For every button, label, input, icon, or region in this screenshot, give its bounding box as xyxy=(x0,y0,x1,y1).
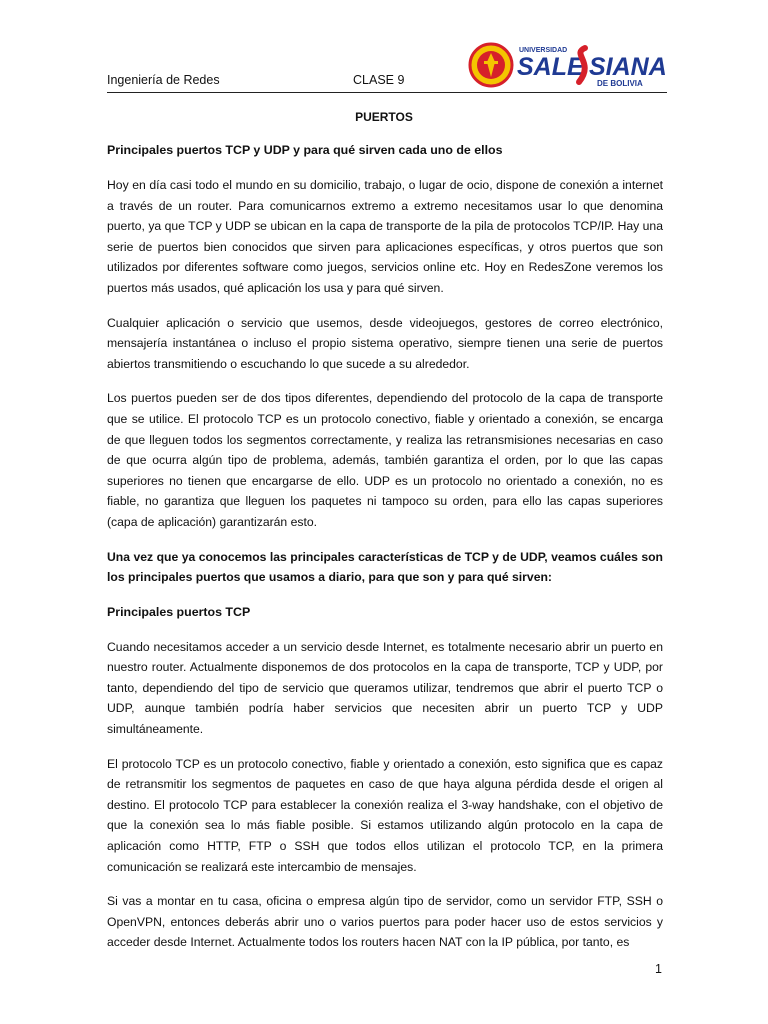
svg-text:DE BOLIVIA: DE BOLIVIA xyxy=(597,79,643,88)
document-title: PUERTOS xyxy=(355,110,413,124)
section-heading-tcp: Principales puertos TCP xyxy=(107,604,251,619)
paragraph-applications: Cualquier aplicación o servicio que usemos, desde videojuegos, gestores de correo electrónico, mensajería instantánea o incluso el propio sistema operativo, siempre tienen una serie de puertos abiertos transmitiendo o escuchando lo que sucede a su alrededor. xyxy=(107,315,663,371)
paragraph-intro: Hoy en día casi todo el mundo en su domicilio, trabajo, o lugar de ocio, dispone de conexión a internet a través de un router. Para comunicarnos extremo a extremo necesitamos usar lo que denomina puerto, ya que TCP y UDP se ubican en la capa de transporte de la pila de protocolos TCP/IP. Hay una serie de puertos bien conocidos que sirven para aplicaciones específicas, y otros puertos que son utilizados por diferentes software como juegos, servicios online etc. Hoy en RedesZone veremos los puertos más usados, qué aplicación los usa y para qué sirven. xyxy=(107,178,663,295)
paragraph-port-types: Los puertos pueden ser de dos tipos diferentes, dependiendo del protocolo de la capa de transporte que se utilice. El protocolo TCP es un protocolo conectivo, fiable y orientado a conexión, se encarga de que lleguen todos los segmentos correctamente, y realiza las retransmisiones necesarias en caso de que ocurra algún tipo de problema, además, también garantiza el orden, por lo que las capas superiores no tienen que encargarse de ello. UDP es un protocolo no orientado a conexión, no es fiable, no garantiza que lleguen los paquetes ni tampoco su orden, para ello las capas superiores (capa de aplicación) garantizarán esto. xyxy=(107,391,663,529)
paragraph-open-port: Cuando necesitamos acceder a un servicio desde Internet, es totalmente necesario abrir un puerto en nuestro router. Actualmente disponemos de dos protocolos en la capa de transporte, TCP y UDP, por tanto, dependiendo del tipo de servicio que queramos utilizar, tendremos que abrir el puerto TCP o UDP, aunque también podría haber servicios que necesiten abrir un puerto TCP y UDP simultáneamente. xyxy=(107,639,663,737)
svg-text:UNIVERSIDAD: UNIVERSIDAD xyxy=(519,47,568,54)
svg-text:SIANA: SIANA xyxy=(589,53,667,81)
course-name: Ingeniería de Redes xyxy=(107,73,220,87)
header-divider xyxy=(107,92,667,93)
page-header xyxy=(107,40,667,92)
class-label: CLASE 9 xyxy=(353,73,405,87)
paragraph-tcp-protocol: El protocolo TCP es un protocolo conectivo, fiable y orientado a conexión, esto significa que es capaz de retransmitir los segmentos de paquetes en caso de que haya alguna pérdida desde el origen al destino. El protocolo TCP para establecer la conexión realiza el 3-way handshake, con el objetivo de que la conexión sea lo más fiable posible. Si estamos utilizando algún protocolo en la capa de aplicación como HTTP, FTP o SSH que todos ellos utilizan el protocolo TCP, en la primera comunicación se realizará este intercambio de mensajes. xyxy=(107,756,663,874)
paragraph-servers: Si vas a montar en tu casa, oficina o empresa algún tipo de servidor, como un servidor FTP, SSH o OpenVPN, entonces deberás abrir uno o varios puertos para poder hacer uso de estos servicios y acceder desde Internet. Actualmente todos los routers hacen NAT con la IP pública, por tanto, es xyxy=(107,894,663,950)
university-logo xyxy=(467,40,667,90)
document-body xyxy=(107,140,663,967)
svg-text:SALE: SALE xyxy=(517,53,584,81)
paragraph-transition: Una vez que ya conocemos las principales características de TCP y de UDP, veamos cuáles son los principales puertos que usamos a diario, para que son y para qué sirven: xyxy=(107,549,663,585)
page-number: 1 xyxy=(655,962,662,976)
university-logo-graphic xyxy=(467,40,667,90)
section-heading-main: Principales puertos TCP y UDP y para qué sirven cada uno de ellos xyxy=(107,143,503,157)
